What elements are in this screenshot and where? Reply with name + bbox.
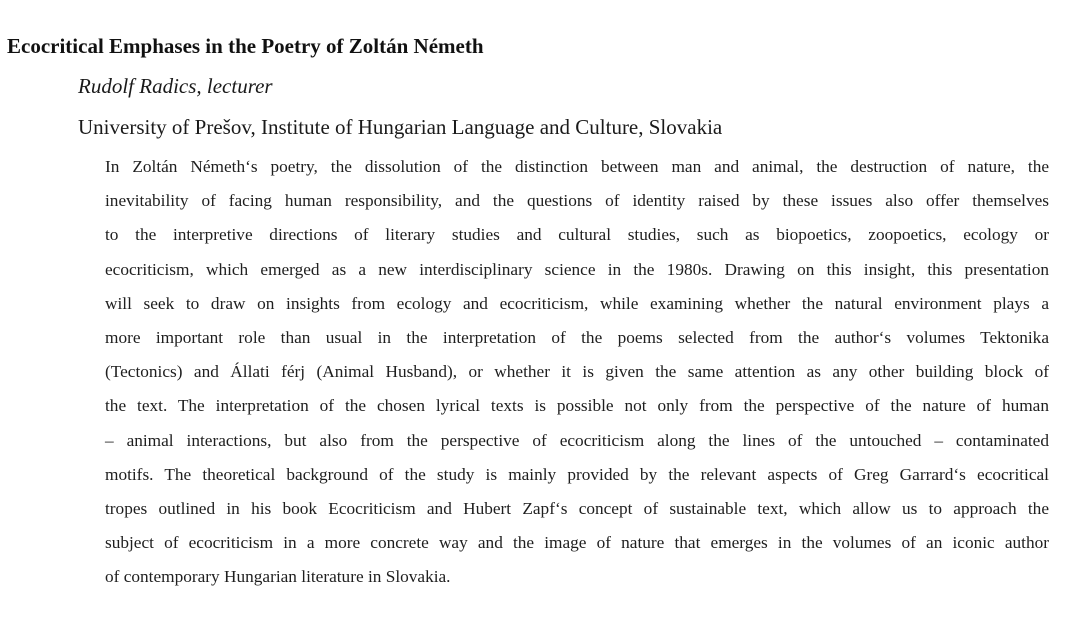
abstract-line: to the interpretive directions of literary studies and cultural studies, such as biopoetics, zoopoetics, ecology or [105, 225, 1049, 245]
abstract-line: will seek to draw on insights from ecology and ecocriticism, while examining whether the natural environment plays a [105, 293, 1049, 313]
abstract-line: – animal interactions, but also from the perspective of ecocriticism along the lines of the untouched – contaminated [105, 430, 1049, 450]
abstract-line: ecocriticism, which emerged as a new interdisciplinary science in the 1980s. Drawing on this insight, this presentation [105, 259, 1049, 279]
paper-title: Ecocritical Emphases in the Poetry of Zoltán Németh [7, 34, 484, 58]
abstract-line: (Tectonics) and Állati férj (Animal Husband), or whether it is given the same attention as any other building block of [105, 362, 1049, 382]
abstract-line: tropes outlined in his book Ecocriticism and Hubert Zapf‘s concept of sustainable text, which allow us to approach the [105, 498, 1049, 518]
abstract-line: subject of ecocriticism in a more concrete way and the image of nature that emerges in the volumes of an iconic author [105, 533, 1049, 553]
abstract-line: more important role than usual in the interpretation of the poems selected from the author‘s volumes Tektonika [105, 327, 1049, 347]
affiliation-line: University of Prešov, Institute of Hungarian Language and Culture, Slovakia [78, 115, 723, 139]
abstract-line: In Zoltán Németh‘s poetry, the dissolution of the distinction between man and animal, the destruction of nature, the [105, 157, 1049, 176]
abstract-line: motifs. The theoretical background of the study is mainly provided by the relevant aspects of Greg Garrard‘s ecocritical [105, 464, 1049, 484]
author-line: Rudolf Radics, lecturer [78, 74, 273, 98]
abstract-line: of contemporary Hungarian literature in Slovakia. [105, 567, 451, 587]
abstract-line: the text. The interpretation of the chosen lyrical texts is possible not only from the perspective of the nature of human [105, 396, 1049, 416]
abstract-line: inevitability of facing human responsibility, and the questions of identity raised by these issues also offer themselves [105, 191, 1049, 211]
abstract-paragraph [105, 155, 1049, 599]
